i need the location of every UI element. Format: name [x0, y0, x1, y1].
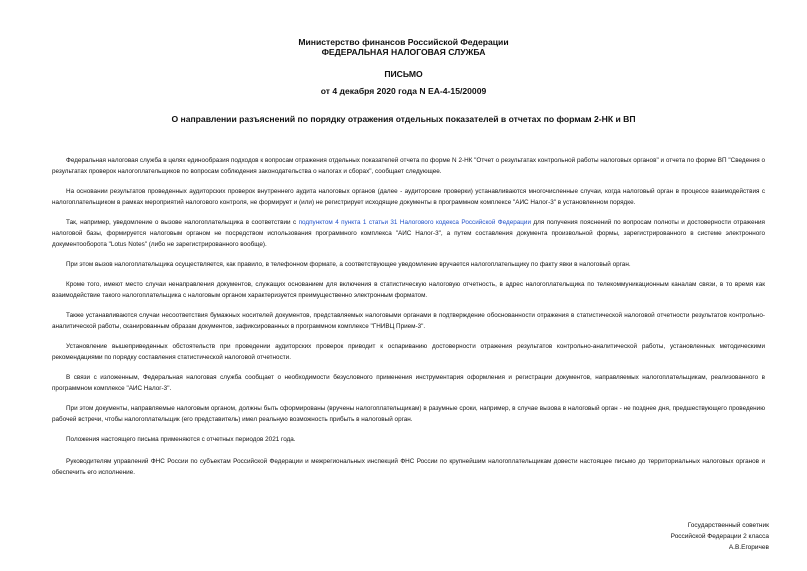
paragraph-7: Установление вышеприведенных обстоятельств при проведении аудиторских проверок приводит к оспариванию достоверности отражения результатов контрольно-аналитической работы, установленных методическими рекомендациями по порядку составления статистической налоговой отчетности. — [52, 343, 765, 361]
document-date-number: от 4 декабря 2020 года N ЕА-4-15/20009 — [320, 86, 487, 96]
service-name: ФЕДЕРАЛЬНАЯ НАЛОГОВАЯ СЛУЖБА — [321, 47, 486, 57]
paragraph-5: Кроме того, имеют место случаи ненаправления документов, служащих основанием для включения в статистическую налоговую отчетность, в адрес налогоплательщика по телекоммуникационным каналам связи, в то время как взаимодействие такого налогоплательщика с налоговым органом характеризуется преимущественно электронным форматом. — [52, 281, 765, 299]
signature-title: Государственный советник — [687, 522, 769, 529]
paragraph-3-text-start: Так, например, уведомление о вызове налогоплательщика в соответствии с — [66, 219, 299, 226]
paragraph-3-text-end: для получения пояснений по вопросам полноты и достоверности отражения налоговой базы, формируется налоговым органом не посредством использования программного комплекса "АИС Налог-3", а путем составления документа произвольной формы, зарегистрированного в системе электронного документооборота "Lotus Notes" (либо не зарегистрированного вообще). — [52, 219, 765, 248]
paragraph-3 — [52, 217, 765, 250]
paragraph-9: При этом документы, направляемые налоговым органом, должны быть сформированы (вручены налогоплательщикам) в разумные сроки, например, в случае вызова в налоговый орган - не позднее дня, предшествующего проведению рабочей встречи, чтобы налогоплательщик (его представитель) имел реальную возможность прибыть в налоговый орган. — [52, 405, 765, 423]
signature-rank: Российской Федерации 2 класса — [670, 533, 769, 540]
paragraph-2: На основании результатов проведенных аудиторских проверок внутреннего аудита налоговых органов (далее - аудиторские проверки) устанавливаются многочисленные случаи, когда налоговый орган в процессе взаимодействия с налогоплательщиком в рамках мероприятий налогового контроля, не формирует и (или) не регистрирует исходящие документы в программном комплексе "АИС Налог-3" в установленном порядке. — [52, 188, 765, 206]
paragraph-6: Также устанавливаются случаи несоответствия бумажных носителей документов, представляемых налоговыми органами в подтверждение обоснованности отражения в статистической налоговой отчетности результатов контрольно-аналитической работы, сканированным образам документов, зафиксированных в программном комплексе "ГНИВЦ Прием-3". — [52, 312, 765, 330]
ministry-name: Министерство финансов Российской Федерации — [298, 37, 509, 47]
paragraph-1: Федеральная налоговая служба в целях единообразия подходов к вопросам отражения отдельных показателей отчета по форме N 2-НК "Отчет о результатах контрольной работы налоговых органов" и отчета по форме ВП "Сведения о результатах проверок налогоплательщиков по вопросам соблюдения законодательства о налогах и сборах", сообщает следующее. — [52, 157, 765, 175]
paragraph-8: В связи с изложенным, Федеральная налоговая служба сообщает о необходимости безусловного применения инструментария оформления и регистрации документов, направляемых налогоплательщикам, реализованного в программном комплексе "АИС Налог-3". — [52, 374, 765, 392]
paragraph-11: Руководителям управлений ФНС России по субъектам Российской Федерации и межрегиональных инспекций ФНС России по крупнейшим налогоплательщикам довести настоящее письмо до территориальных налоговых органов и обеспечить его исполнение. — [52, 458, 765, 476]
paragraph-10: Положения настоящего письма применяются с отчетных периодов 2021 года. — [66, 436, 296, 443]
tax-code-link[interactable]: подпунктом 4 пункта 1 статьи 31 Налогового кодекса Российской Федерации — [298, 219, 532, 226]
document-title: О направлении разъяснений по порядку отражения отдельных показателей в отчетах по формам 2-НК и ВП — [171, 114, 636, 124]
signature-name: А.В.Егоричев — [728, 544, 769, 551]
document-type: ПИСЬМО — [384, 69, 423, 79]
paragraph-4: При этом вызов налогоплательщика осуществляется, как правило, в телефонном формате, а соответствующее уведомление вручается налогоплательщику по факту явки в налоговый орган. — [66, 261, 631, 268]
